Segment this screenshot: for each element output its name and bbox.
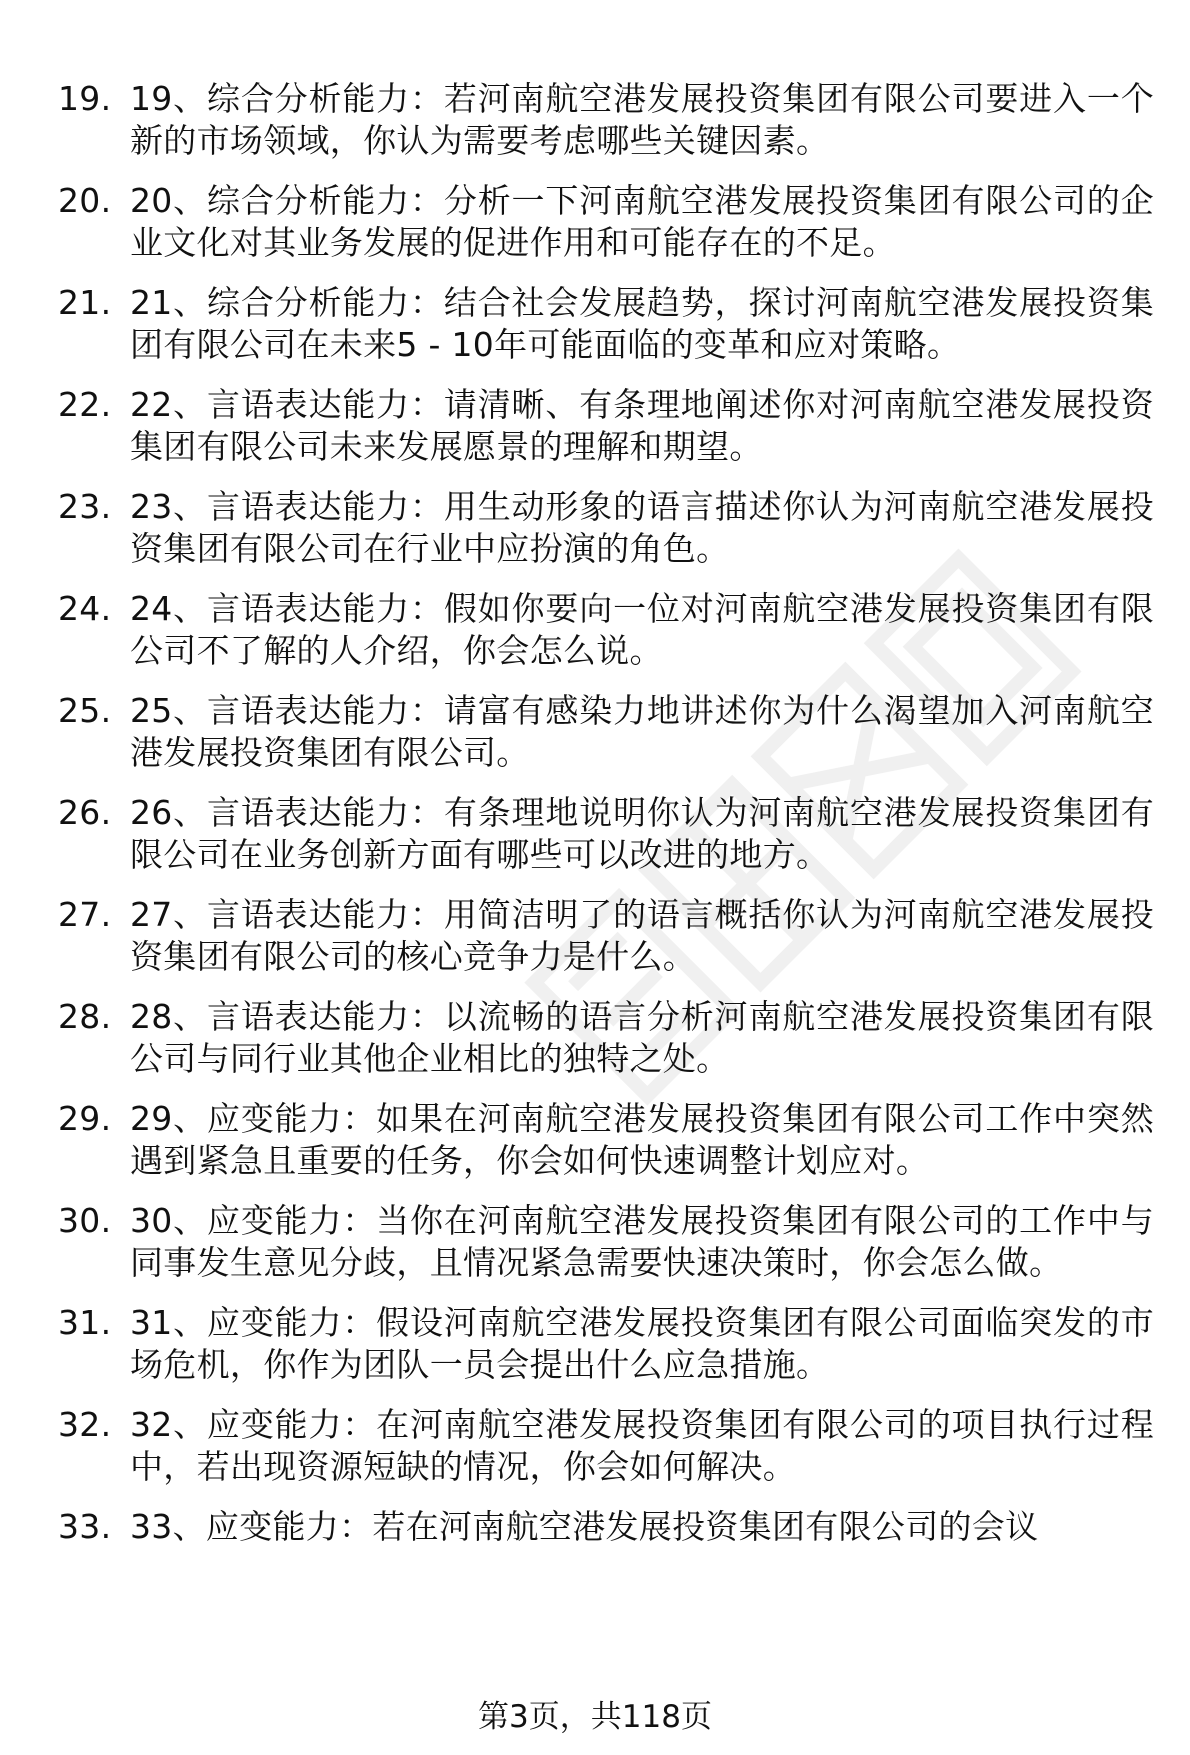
question-item [58,180,1154,264]
question-item [58,1506,1154,1548]
question-number: 20. [58,181,112,220]
question-number: 19. [58,79,112,118]
question-item [58,1098,1154,1182]
question-number: 33. [58,1507,112,1546]
page-footer: 第3页，共118页 [478,1699,712,1735]
question-text: 30、应变能力：当你在河南航空港发展投资集团有限公司的工作中与同事发生意见分歧，且情况紧急需要快速决策时，你会怎么做。 [130,1201,1154,1282]
question-item [58,384,1154,468]
question-text: 29、应变能力：如果在河南航空港发展投资集团有限公司工作中突然遇到紧急且重要的任务，你会如何快速调整计划应对。 [130,1099,1154,1180]
question-number: 29. [58,1099,112,1138]
question-item [58,792,1154,876]
question-number: 22. [58,385,112,424]
question-text: 25、言语表达能力：请富有感染力地讲述你为什么渴望加入河南航空港发展投资集团有限公司。 [130,691,1154,772]
question-text: 27、言语表达能力：用简洁明了的语言概括你认为河南航空港发展投资集团有限公司的核心竞争力是什么。 [130,895,1154,976]
question-number: 32. [58,1405,112,1444]
question-text: 32、应变能力：在河南航空港发展投资集团有限公司的项目执行过程中，若出现资源短缺的情况，你会如何解决。 [130,1405,1154,1486]
question-text: 33、应变能力：若在河南航空港发展投资集团有限公司的会议 [130,1507,1039,1546]
question-text: 24、言语表达能力：假如你要向一位对河南航空港发展投资集团有限公司不了解的人介绍，你会怎么说。 [130,589,1154,670]
question-number: 25. [58,691,112,730]
question-text: 23、言语表达能力：用生动形象的语言描述你认为河南航空港发展投资集团有限公司在行业中应扮演的角色。 [130,487,1154,568]
question-number: 23. [58,487,112,526]
question-number: 31. [58,1303,112,1342]
question-number: 21. [58,283,112,322]
question-number: 27. [58,895,112,934]
question-item [58,78,1154,162]
question-item [58,996,1154,1080]
question-text: 21、综合分析能力：结合社会发展趋势，探讨河南航空港发展投资集团有限公司在未来5 - 10年可能面临的变革和应对策略。 [130,283,1154,364]
question-text: 26、言语表达能力：有条理地说明你认为河南航空港发展投资集团有限公司在业务创新方面有哪些可以改进的地方。 [130,793,1154,874]
question-text: 28、言语表达能力：以流畅的语言分析河南航空港发展投资集团有限公司与同行业其他企业相比的独特之处。 [130,997,1154,1078]
question-number: 30. [58,1201,112,1240]
question-text: 22、言语表达能力：请清晰、有条理地阐述你对河南航空港发展投资集团有限公司未来发展愿景的理解和期望。 [130,385,1154,466]
question-text: 20、综合分析能力：分析一下河南航空港发展投资集团有限公司的企业文化对其业务发展的促进作用和可能存在的不足。 [130,181,1154,262]
question-number: 24. [58,589,112,628]
question-number: 28. [58,997,112,1036]
question-list [58,78,1154,1566]
question-text: 19、综合分析能力：若河南航空港发展投资集团有限公司要进入一个新的市场领域，你认为需要考虑哪些关键因素。 [130,79,1154,160]
question-item [58,486,1154,570]
question-item [58,1404,1154,1488]
question-item [58,894,1154,978]
question-item [58,1200,1154,1284]
question-item [58,690,1154,774]
question-item [58,1302,1154,1386]
question-number: 26. [58,793,112,832]
question-item [58,282,1154,366]
question-text: 31、应变能力：假设河南航空港发展投资集团有限公司面临突发的市场危机，你作为团队一员会提出什么应急措施。 [130,1303,1154,1384]
question-item [58,588,1154,672]
